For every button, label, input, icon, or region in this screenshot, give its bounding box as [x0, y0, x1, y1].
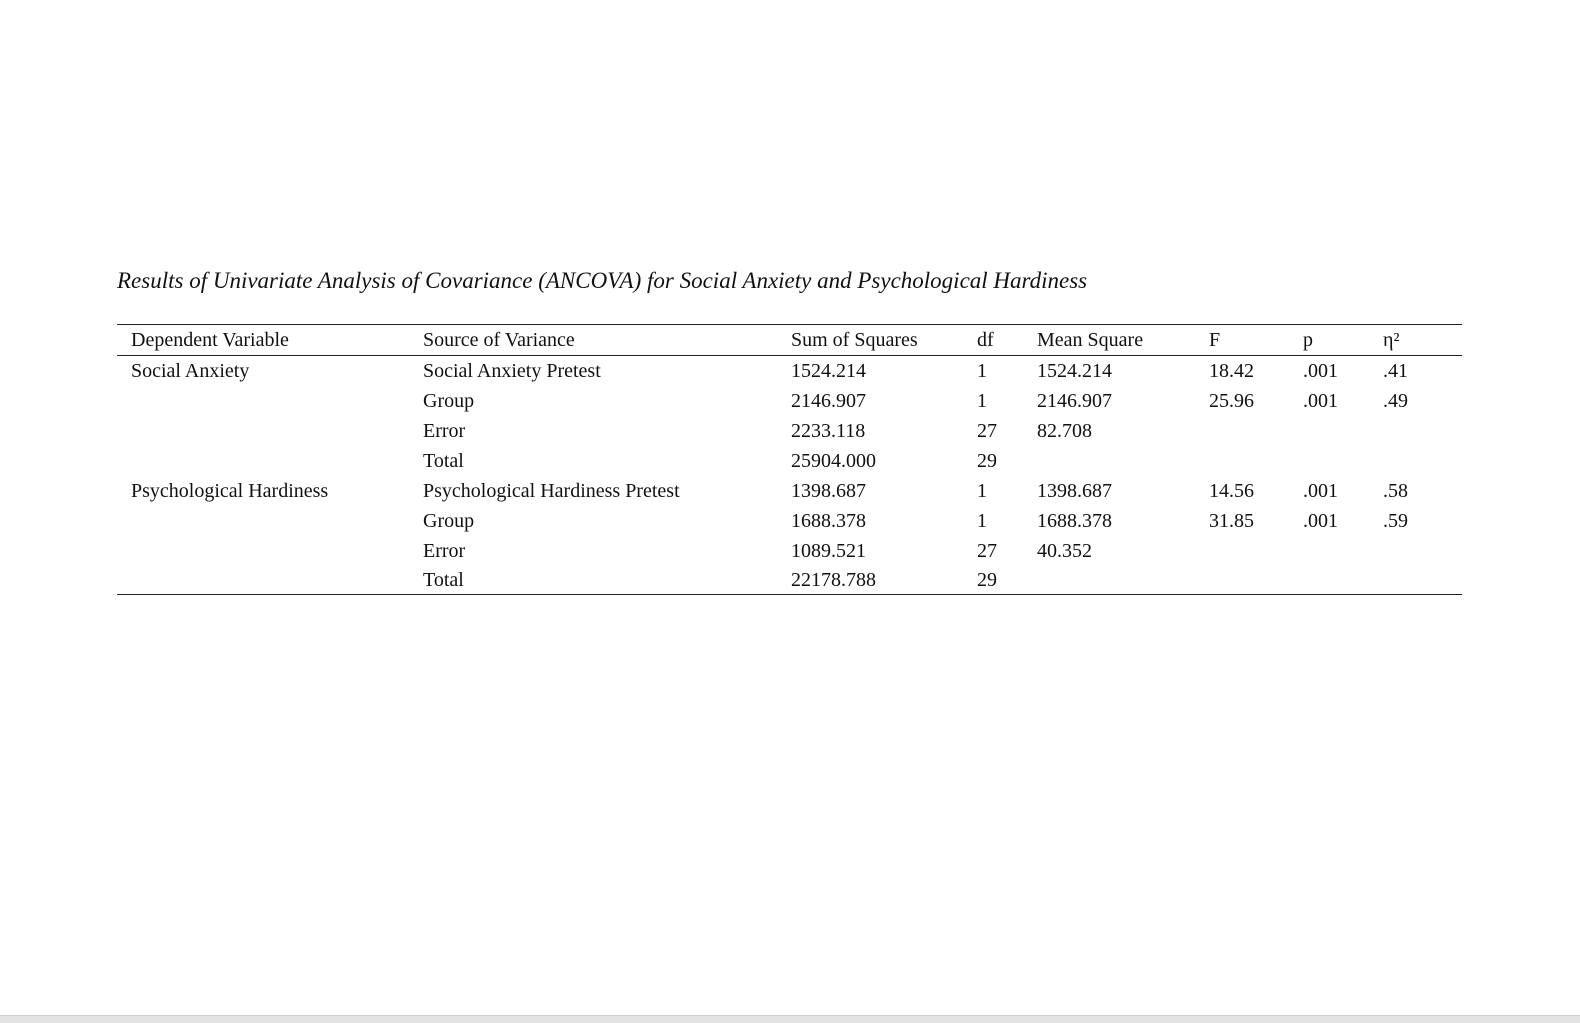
cell-dependent	[117, 446, 423, 476]
cell-df: 1	[977, 390, 987, 412]
cell-dependent	[117, 386, 423, 416]
cell-p: .001	[1303, 390, 1338, 412]
cell-eta: .49	[1383, 390, 1408, 412]
cell-f: 14.56	[1209, 480, 1254, 502]
cell-p: .001	[1303, 360, 1338, 382]
cell-ss: 1089.521	[791, 540, 866, 562]
cell-source: Total	[423, 450, 464, 472]
header-sum-of-squares: Sum of Squares	[791, 329, 918, 351]
cell-ss: 25904.000	[791, 450, 876, 472]
cell-df: 29	[977, 569, 997, 591]
cell-source: Group	[423, 390, 475, 412]
cell-source: Total	[423, 569, 464, 591]
table-row	[117, 476, 1462, 506]
cell-ms: 2146.907	[1037, 390, 1112, 412]
table-row	[117, 356, 1462, 387]
cell-dependent: Social Anxiety	[131, 360, 250, 382]
cell-ms: 82.708	[1037, 420, 1092, 442]
cell-f: 25.96	[1209, 390, 1254, 412]
cell-df: 1	[977, 360, 987, 382]
cell-p	[1303, 416, 1383, 446]
cell-ms: 40.352	[1037, 540, 1092, 562]
cell-source: Social Anxiety Pretest	[423, 360, 601, 382]
cell-p: .001	[1303, 510, 1338, 532]
table-header-row	[117, 325, 1462, 356]
cell-f	[1209, 416, 1303, 446]
cell-eta: .59	[1383, 510, 1408, 532]
cell-ms: 1688.378	[1037, 510, 1112, 532]
cell-f: 31.85	[1209, 510, 1254, 532]
cell-eta: .41	[1383, 360, 1408, 382]
cell-ss: 1688.378	[791, 510, 866, 532]
cell-ms	[1037, 566, 1209, 595]
cell-source: Error	[423, 540, 466, 562]
cell-f	[1209, 536, 1303, 566]
cell-source: Psychological Hardiness Pretest	[423, 480, 680, 502]
cell-p: .001	[1303, 480, 1338, 502]
cell-df: 1	[977, 510, 987, 532]
cell-df: 1	[977, 480, 987, 502]
cell-ms	[1037, 446, 1209, 476]
cell-eta	[1383, 566, 1462, 595]
cell-f: 18.42	[1209, 360, 1254, 382]
header-eta-squared: η²	[1383, 329, 1400, 351]
header-p: p	[1303, 329, 1313, 351]
cell-source: Error	[423, 420, 466, 442]
header-df: df	[977, 329, 994, 351]
cell-df: 29	[977, 450, 997, 472]
cell-ss: 1524.214	[791, 360, 866, 382]
cell-p	[1303, 566, 1383, 595]
cell-p	[1303, 536, 1383, 566]
header-dependent-variable: Dependent Variable	[131, 329, 289, 351]
cell-ss: 2233.118	[791, 420, 866, 442]
cell-dependent	[117, 536, 423, 566]
table-row	[117, 386, 1462, 416]
cell-eta	[1383, 416, 1462, 446]
cell-f	[1209, 566, 1303, 595]
ancova-table	[117, 324, 1462, 595]
cell-eta	[1383, 446, 1462, 476]
cell-p	[1303, 446, 1383, 476]
header-f: F	[1209, 329, 1221, 351]
cell-eta	[1383, 536, 1462, 566]
table-row	[117, 416, 1462, 446]
cell-ss: 1398.687	[791, 480, 866, 502]
cell-dependent	[117, 506, 423, 536]
table-row	[117, 446, 1462, 476]
cell-dependent	[117, 566, 423, 595]
header-source-of-variance: Source of Variance	[423, 329, 575, 351]
cell-eta: .58	[1383, 480, 1408, 502]
cell-ss: 22178.788	[791, 569, 876, 591]
cell-ms: 1524.214	[1037, 360, 1112, 382]
cell-df: 27	[977, 540, 997, 562]
table-row	[117, 536, 1462, 566]
cell-ss: 2146.907	[791, 390, 866, 412]
header-mean-square: Mean Square	[1037, 329, 1144, 351]
cell-dependent: Psychological Hardiness	[131, 480, 329, 502]
table-row	[117, 506, 1462, 536]
cell-f	[1209, 446, 1303, 476]
table-row	[117, 566, 1462, 595]
table-caption: Results of Univariate Analysis of Covariance (ANCOVA) for Social Anxiety and Psychological Hardiness	[117, 268, 1088, 293]
cell-df: 27	[977, 420, 997, 442]
cell-source: Group	[423, 510, 475, 532]
cell-dependent	[117, 416, 423, 446]
cell-ms: 1398.687	[1037, 480, 1112, 502]
